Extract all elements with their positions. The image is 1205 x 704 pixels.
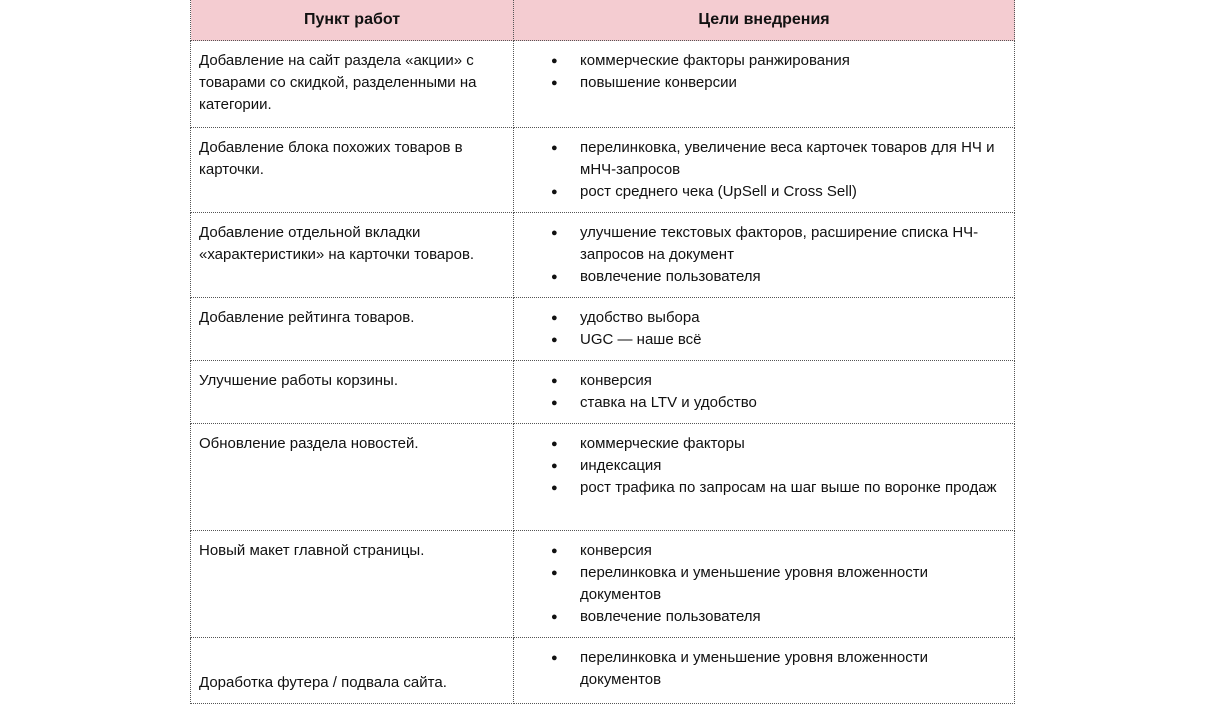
goals-list — [514, 540, 1006, 628]
table-row — [191, 361, 1015, 424]
goal-item: ● UGC — наше всё — [580, 329, 1006, 351]
table-row — [191, 424, 1015, 531]
table-row — [191, 531, 1015, 638]
goal-item: ● вовлечение пользователя — [580, 266, 1006, 288]
goal-item: ● перелинковка и уменьшение уровня вложенности документов — [580, 647, 1006, 691]
goal-item: ● коммерческие факторы — [580, 433, 1006, 455]
goal-item: ● удобство выбора — [580, 307, 1006, 329]
header-goals: Цели внедрения — [514, 0, 1015, 41]
goal-item: ● вовлечение пользователя — [580, 606, 1006, 628]
goal-item: ● конверсия — [580, 370, 1006, 392]
goals-cell — [514, 638, 1015, 704]
work-item-cell: Добавление блока похожих товаров в карточки. — [191, 128, 514, 213]
goal-item: ● повышение конверсии — [580, 72, 1006, 94]
goal-item: ● конверсия — [580, 540, 1006, 562]
goals-cell — [514, 298, 1015, 361]
goals-list — [514, 370, 1006, 414]
goal-item: ● улучшение текстовых факторов, расширение списка НЧ-запросов на документ — [580, 222, 1006, 266]
goals-list — [514, 433, 1006, 499]
work-item-cell: Новый макет главной страницы. — [191, 531, 514, 638]
goal-item: ● ставка на LTV и удобство — [580, 392, 1006, 414]
goals-list — [514, 647, 1006, 691]
goal-item: ● перелинковка и уменьшение уровня вложенности документов — [580, 562, 1006, 606]
goals-cell — [514, 361, 1015, 424]
table-row — [191, 128, 1015, 213]
table-row — [191, 298, 1015, 361]
table-row — [191, 638, 1015, 704]
work-item-cell: Добавление отдельной вкладки «характеристики» на карточки товаров. — [191, 213, 514, 298]
work-item-cell: Доработка футера / подвала сайта. — [191, 638, 514, 704]
work-item-cell: Улучшение работы корзины. — [191, 361, 514, 424]
header-work-item: Пункт работ — [191, 0, 514, 41]
goal-item: ● индексация — [580, 455, 1006, 477]
goals-list — [514, 307, 1006, 351]
work-goals-table — [190, 0, 1015, 704]
goals-list — [514, 222, 1006, 288]
work-item-cell: Добавление рейтинга товаров. — [191, 298, 514, 361]
goals-cell — [514, 213, 1015, 298]
goal-item: ● рост среднего чека (UpSell и Cross Sell) — [580, 181, 1006, 203]
goals-list — [514, 50, 1006, 94]
goal-item: ● перелинковка, увеличение веса карточек товаров для НЧ и мНЧ-запросов — [580, 137, 1006, 181]
table-header-row — [191, 0, 1015, 41]
goals-list — [514, 137, 1006, 203]
goals-cell — [514, 424, 1015, 531]
goals-cell — [514, 41, 1015, 128]
goals-cell — [514, 128, 1015, 213]
goal-item: ● рост трафика по запросам на шаг выше по воронке продаж — [580, 477, 1006, 499]
table-row — [191, 213, 1015, 298]
work-item-cell: Добавление на сайт раздела «акции» с товарами со скидкой, разделенными на категории. — [191, 41, 514, 128]
goal-item: ● коммерческие факторы ранжирования — [580, 50, 1006, 72]
goals-cell — [514, 531, 1015, 638]
table-row — [191, 41, 1015, 128]
work-item-cell: Обновление раздела новостей. — [191, 424, 514, 531]
work-goals-table-container — [190, 0, 1014, 704]
